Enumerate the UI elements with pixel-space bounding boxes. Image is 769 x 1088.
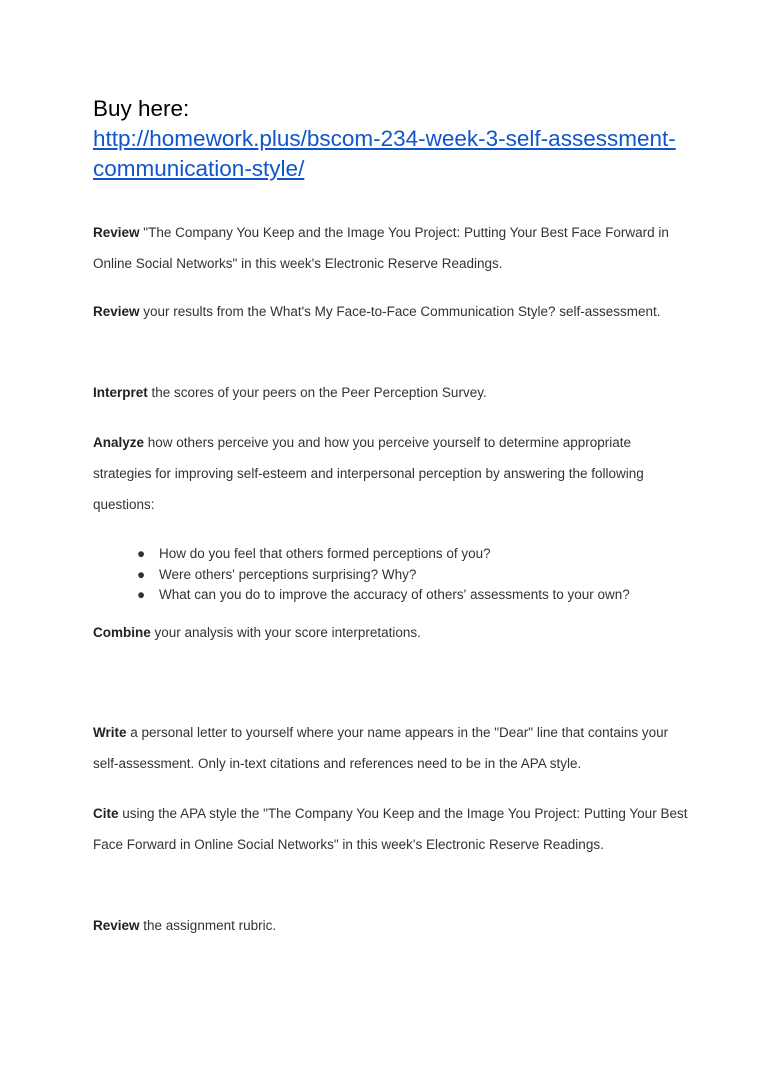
paragraph-combine bbox=[93, 617, 693, 648]
list-item-text: How do you feel that others formed perceptions of you? bbox=[159, 546, 491, 561]
list-item-text: Were others' perceptions surprising? Why? bbox=[159, 566, 417, 582]
keyword-review: Review bbox=[93, 918, 140, 933]
paragraph-text: your results from the What's My Face-to-Face Communication Style? self-assessment. bbox=[139, 304, 661, 319]
buy-here-label: Buy here: bbox=[93, 96, 190, 121]
keyword-interpret: Interpret bbox=[93, 385, 148, 400]
keyword-cite: Cite bbox=[93, 806, 119, 821]
keyword-combine: Combine bbox=[93, 625, 151, 640]
paragraph-text: how others perceive you and how you perceive yourself to determine appropriate strategies for improving self-esteem and interpersonal perception by answering the following questions: bbox=[93, 435, 644, 512]
keyword-review: Review bbox=[93, 225, 140, 240]
paragraph-write bbox=[93, 717, 693, 779]
question-list bbox=[93, 544, 693, 606]
bullet-marker: ● bbox=[137, 587, 146, 602]
purchase-link[interactable]: http://homework.plus/bscom-234-week-3-self-assessment-communication-style/ bbox=[93, 126, 676, 181]
paragraph-review-results bbox=[93, 296, 693, 327]
paragraph-text: "The Company You Keep and the Image You Project: Putting Your Best Face Forward in Online Social Networks" in this week's Electronic Reserve Readings. bbox=[93, 225, 669, 271]
paragraph-text: the assignment rubric. bbox=[139, 918, 277, 933]
paragraph-text: the scores of your peers on the Peer Perception Survey. bbox=[147, 385, 487, 400]
list-item bbox=[93, 565, 693, 586]
paragraph-text: using the APA style the "The Company You Keep and the Image You Project: Putting Your Best Face Forward in Online Social Networks" in this week's Electronic Reserve Readings. bbox=[93, 806, 688, 852]
keyword-analyze: Analyze bbox=[93, 435, 145, 450]
paragraph-review-rubric bbox=[93, 910, 693, 941]
list-item bbox=[93, 544, 693, 565]
paragraph-text: a personal letter to yourself where your name appears in the "Dear" line that contains your self-assessment. Only in-text citations and references need to be in the APA style. bbox=[93, 725, 669, 771]
keyword-review: Review bbox=[93, 304, 140, 319]
bullet-marker: ● bbox=[137, 546, 146, 561]
keyword-write: Write bbox=[93, 725, 127, 740]
paragraph-text: your analysis with your score interpretations. bbox=[150, 625, 421, 640]
list-item-text: What can you do to improve the accuracy of others' assessments to your own? bbox=[159, 587, 630, 602]
paragraph-interpret bbox=[93, 377, 693, 408]
paragraph-cite bbox=[93, 798, 693, 860]
paragraph-analyze bbox=[93, 427, 693, 520]
paragraph-review-reading bbox=[93, 217, 693, 279]
bullet-marker: ● bbox=[137, 566, 146, 582]
list-item bbox=[93, 585, 693, 606]
buy-here-heading bbox=[93, 94, 683, 184]
